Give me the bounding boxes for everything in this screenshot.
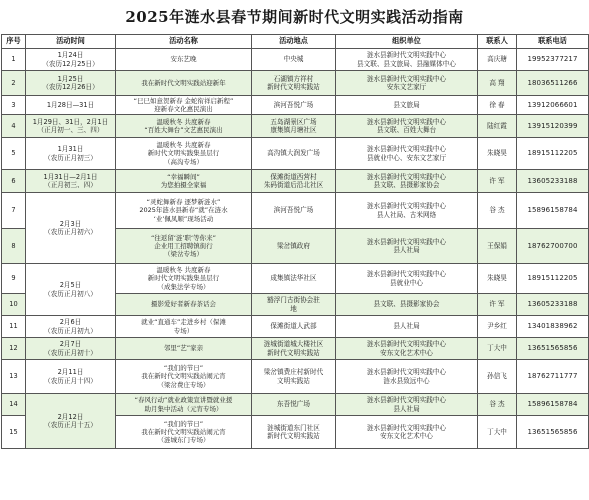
- activity-place: [252, 96, 336, 115]
- activity-name-line: 安东艺晚: [170, 55, 197, 64]
- activity-name-line: （梁岔费庄专场）: [157, 380, 210, 389]
- contact-phone: 13915120399: [517, 115, 589, 138]
- row-number: 8: [2, 229, 26, 264]
- activity-place: [252, 138, 336, 170]
- activity-time: [26, 316, 116, 338]
- activity-time-line: （农历正月初八）: [44, 289, 97, 298]
- activity-name: [116, 360, 252, 394]
- contact-phone: 18915112205: [517, 264, 589, 294]
- row-number: 14: [2, 394, 26, 416]
- activity-place-line: 地: [290, 304, 297, 313]
- activity-place-line: 新时代文明实践站: [267, 348, 320, 357]
- activity-name-line: （涟城东门专场）: [157, 436, 210, 445]
- activity-place: [252, 338, 336, 360]
- table-row: [2, 193, 589, 229]
- activity-time-line: 1月24日: [57, 51, 84, 60]
- activity-name-line: “百姓大舞台”文艺惠民演出: [144, 126, 223, 134]
- table-row: [2, 138, 589, 170]
- organizer-line: 涟水县新时代文明实践中心: [366, 202, 447, 211]
- header-contact: 联系人: [478, 35, 517, 49]
- activity-time: [26, 96, 116, 115]
- organizer-line: 涟水县致远中心: [383, 376, 430, 385]
- activity-name-line: 温暖秋冬 共度新春: [156, 266, 211, 275]
- organizer-line: 涟水县新时代文明实践中心: [366, 74, 447, 83]
- organizer-line: 县文联、县摄影家协会: [373, 300, 440, 309]
- header-phone: 联系电话: [517, 35, 589, 49]
- organizer-line: 安东文艺家厅: [386, 83, 427, 91]
- contact-phone: 13651565856: [517, 416, 589, 449]
- table-row: [2, 338, 589, 360]
- contact-phone: 18036511266: [517, 71, 589, 96]
- activity-place-line: 新时代文明实践站: [267, 432, 320, 440]
- activity-place: [252, 115, 336, 138]
- activity-place-line: 五岛湖景区广场: [270, 117, 317, 126]
- activity-place-line: 新时代文明实践站: [267, 83, 320, 91]
- activity-name-line: 就业“直通车”走进乡村（保滩: [141, 318, 226, 327]
- activity-name: [116, 71, 252, 96]
- contact-person: 许 军: [478, 294, 517, 316]
- activity-name: [116, 229, 252, 264]
- activity-time-line: 1月29日、31日，2月1日: [32, 117, 109, 126]
- table-row: [2, 115, 589, 138]
- activity-time-line: （正月初一、三、四）: [37, 126, 104, 134]
- organizer-line: 县就业中心、安东文艺家厅: [366, 153, 447, 162]
- organizer-line: 涟水县新时代文明实践中心: [366, 368, 447, 377]
- organizer-line: 涟水县新时代文明实践中心: [366, 396, 447, 405]
- activity-name-line: “往返留‘涟’职‘等你来”: [151, 233, 216, 242]
- activity-name-line: （高沟专场）: [164, 157, 203, 166]
- organizer: [336, 394, 478, 416]
- contact-phone: 18762700700: [517, 229, 589, 264]
- header-time: 活动时间: [26, 35, 116, 49]
- activity-place: [252, 416, 336, 449]
- table-row: [2, 71, 589, 96]
- contact-person: 孙信飞: [478, 360, 517, 394]
- organizer: [336, 338, 478, 360]
- organizer: [336, 360, 478, 394]
- activity-place-line: 涟城街道城大楼社区: [263, 340, 324, 349]
- activity-place-line: 滨河吾悦广场: [273, 206, 314, 215]
- activity-place: [252, 49, 336, 71]
- activity-place: [252, 394, 336, 416]
- organizer-line: 涟水县新时代文明实践中心: [366, 145, 447, 154]
- row-number: 15: [2, 416, 26, 449]
- activity-place: [252, 316, 336, 338]
- table-header-row: [2, 35, 589, 49]
- table-row: [2, 360, 589, 394]
- organizer: [336, 193, 478, 229]
- contact-phone: 15896158784: [517, 193, 589, 229]
- activity-name: [116, 96, 252, 115]
- activity-time: [26, 394, 116, 449]
- activity-name: [116, 264, 252, 294]
- activity-name: [116, 193, 252, 229]
- contact-person: 高 翔: [478, 71, 517, 96]
- organizer: [336, 71, 478, 96]
- contact-person: 许 军: [478, 170, 517, 193]
- organizer-line: 县文联、县摄影家协会: [373, 181, 440, 189]
- contact-phone: 18915112205: [517, 138, 589, 170]
- page-title: 2025年涟水县春节期间新时代文明实践活动指南: [125, 8, 464, 26]
- activity-time: [26, 264, 116, 316]
- activity-place-line: 成集镇法华社区: [270, 274, 317, 283]
- activity-name-line: “我们的节日”: [163, 364, 204, 373]
- header-place: 活动地点: [252, 35, 336, 49]
- header-no: 序号: [2, 35, 26, 49]
- activity-place: [252, 360, 336, 394]
- activity-name-line: 温暖秋冬 共度新春: [156, 117, 211, 126]
- activity-name-line: ‘业’佩凤顺”现场活动: [153, 214, 214, 223]
- activity-name-line: 助月集中活动（元宵专场）: [144, 404, 223, 413]
- activity-place-line: 保滩街道人武部: [270, 322, 317, 331]
- activity-name: [116, 416, 252, 449]
- activity-name: [116, 316, 252, 338]
- activity-time: [26, 71, 116, 96]
- activity-name-line: 我在新时代文明实践站闹元宵: [141, 372, 226, 381]
- row-number: 7: [2, 193, 26, 229]
- activity-time-line: 2月3日: [59, 219, 82, 228]
- contact-person: 朱晓昊: [478, 138, 517, 170]
- activity-time: [26, 115, 116, 138]
- contact-person: 丁大中: [478, 416, 517, 449]
- row-number: 3: [2, 96, 26, 115]
- contact-phone: 13651565856: [517, 338, 589, 360]
- row-number: 1: [2, 49, 26, 71]
- activity-place-line: 豁浮门古街协会驻: [267, 296, 320, 305]
- contact-person: 尹乡红: [478, 316, 517, 338]
- activity-name: [116, 394, 252, 416]
- activity-name-line: 我在新时代文明实践站迎新年: [141, 78, 226, 87]
- organizer-line: 涟水县新时代文明实践中心: [366, 340, 447, 349]
- activity-place: [252, 170, 336, 193]
- organizer-line: 涟水县新时代文明实践中心: [366, 423, 447, 432]
- organizer-line: 县人社局、古米网络: [376, 210, 437, 219]
- activity-place: [252, 294, 336, 316]
- organizer-line: 县文旅局: [393, 100, 420, 109]
- activity-time-line: （农历正月初三）: [44, 153, 97, 162]
- activity-name: [116, 138, 252, 170]
- activity-time: [26, 170, 116, 193]
- activity-place-line: 康集镇月塘社区: [270, 126, 317, 134]
- activity-name-line: 为您拍摄全家福: [160, 181, 207, 189]
- contact-phone: 13401838962: [517, 316, 589, 338]
- activity-place: [252, 229, 336, 264]
- row-number: 6: [2, 170, 26, 193]
- activity-place: [252, 193, 336, 229]
- contact-phone: 18762711777: [517, 360, 589, 394]
- organizer-line: 涟水县新时代文明实践中心: [366, 172, 447, 181]
- activity-place: [252, 71, 336, 96]
- activity-name-line: 企业用工招聘镇街行: [154, 241, 213, 250]
- contact-person: 徐 春: [478, 96, 517, 115]
- activity-time-line: 2月12日: [57, 412, 84, 421]
- table-row: [2, 49, 589, 71]
- organizer: [336, 170, 478, 193]
- organizer-line: 涟水县新时代文明实践中心: [366, 237, 447, 246]
- activity-name: [116, 170, 252, 193]
- table-row: [2, 264, 589, 294]
- activity-time-line: （农历正月初六）: [44, 228, 97, 236]
- organizer: [336, 229, 478, 264]
- header-org: 组织单位: [336, 35, 478, 49]
- contact-person: 谷 杰: [478, 193, 517, 229]
- organizer-line: 县人社局: [393, 404, 420, 413]
- contact-phone: 19952377217: [517, 49, 589, 71]
- organizer: [336, 115, 478, 138]
- organizer-line: 县人社局: [393, 246, 420, 254]
- organizer-line: 涟水县新时代文明实践中心: [366, 117, 447, 126]
- organizer: [336, 316, 478, 338]
- activity-place-line: 保滩街道西营村: [270, 172, 317, 181]
- organizer-line: 县人社局: [393, 322, 420, 331]
- activity-name-line: 迎新春文化惠民演出: [154, 105, 213, 113]
- activity-time-line: 1月31日—2月1日: [43, 172, 98, 181]
- activity-table: [1, 34, 589, 449]
- activity-time-line: （农历12月26日）: [42, 83, 99, 91]
- row-number: 5: [2, 138, 26, 170]
- contact-person: 谷 杰: [478, 394, 517, 416]
- table-row: [2, 394, 589, 416]
- organizer: [336, 416, 478, 449]
- activity-name-line: “幸福瞬间”: [167, 172, 200, 181]
- contact-person: 高庆瑭: [478, 49, 517, 71]
- activity-time: [26, 49, 116, 71]
- organizer-line: 涟水县新时代文明实践中心: [366, 270, 447, 279]
- activity-name: [116, 294, 252, 316]
- organizer-line: 涟水县新时代文明实践中心: [366, 51, 447, 60]
- row-number: 12: [2, 338, 26, 360]
- contact-person: 陆红霞: [478, 115, 517, 138]
- activity-time-line: （农历正月十四）: [44, 376, 97, 385]
- activity-time-line: （农历正月十五）: [44, 421, 97, 429]
- activity-name-line: 我在新时代文明实践站闹元宵: [141, 427, 226, 436]
- activity-place-line: 高沟镇大润发广场: [267, 149, 320, 158]
- row-number: 13: [2, 360, 26, 394]
- activity-name-line: 摄影爱好者新春茶话会: [151, 300, 216, 309]
- organizer-line: 县就业中心: [390, 278, 423, 287]
- row-number: 2: [2, 71, 26, 96]
- organizer: [336, 138, 478, 170]
- activity-name-line: “灵蛇舞新春 逐梦新涟水”: [146, 198, 221, 207]
- activity-name-line: 专场）: [173, 326, 194, 335]
- activity-place-line: 中央城: [283, 55, 304, 64]
- table-row: [2, 316, 589, 338]
- activity-name: [116, 338, 252, 360]
- row-number: 11: [2, 316, 26, 338]
- activity-time-line: （农历12月25日）: [42, 59, 99, 68]
- activity-time-line: （正月初三、四）: [44, 181, 97, 189]
- contact-person: 丁大中: [478, 338, 517, 360]
- header-name: 活动名称: [116, 35, 252, 49]
- activity-name-line: 新时代文明实践集虽层行: [147, 149, 220, 158]
- activity-name-line: （成集法学专场）: [157, 282, 210, 291]
- activity-name-line: 温暖秋冬 共度新春: [156, 141, 211, 150]
- activity-time: [26, 360, 116, 394]
- activity-time-line: 1月28日—31日: [46, 100, 95, 109]
- row-number: 10: [2, 294, 26, 316]
- contact-phone: 13912066601: [517, 96, 589, 115]
- activity-time-line: 1月25日: [57, 74, 84, 83]
- activity-place-line: 文明实践站: [277, 376, 310, 385]
- activity-time-line: （农历正月初十）: [44, 348, 97, 357]
- activity-time: [26, 338, 116, 360]
- table-row: [2, 96, 589, 115]
- activity-time-line: 2月5日: [59, 281, 82, 290]
- activity-time: [26, 138, 116, 170]
- activity-place-line: 滨河吾悦广场: [273, 100, 314, 109]
- organizer: [336, 264, 478, 294]
- activity-place-line: 涟城街道东门社区: [267, 423, 320, 432]
- activity-time: [26, 193, 116, 264]
- activity-name-line: “巳巳如意贺新春 金蛇衔祥启新程”: [133, 96, 234, 105]
- activity-name-line: “春风行动”就业政策宣讲暨就业援: [134, 396, 233, 405]
- row-number: 4: [2, 115, 26, 138]
- contact-phone: 13605233188: [517, 294, 589, 316]
- activity-place-line: 梁岔镇费庄村新时代: [263, 368, 324, 377]
- activity-name: [116, 49, 252, 71]
- organizer: [336, 49, 478, 71]
- activity-name-line: 2025年涟水县新春“就”在涟水: [139, 206, 228, 215]
- activity-place-line: 朱码街道后沿北社区: [263, 181, 324, 189]
- activity-place-line: 梁岔镇政府: [277, 241, 310, 250]
- activity-place: [252, 264, 336, 294]
- contact-person: 王保娟: [478, 229, 517, 264]
- table-row: [2, 170, 589, 193]
- activity-time-line: 2月7日: [59, 340, 82, 349]
- activity-time-line: （农历正月初九）: [44, 326, 97, 335]
- activity-name: [116, 115, 252, 138]
- activity-name-line: （梁岔专场）: [164, 250, 203, 259]
- activity-time-line: 1月31日: [57, 145, 84, 154]
- organizer-line: 县文联、百姓大舞台: [376, 126, 437, 134]
- activity-name-line: 邻里“艺”家亲: [163, 344, 204, 353]
- organizer: [336, 96, 478, 115]
- activity-time-line: 2月11日: [57, 368, 84, 377]
- activity-place-line: 石湖镇方祥村: [273, 74, 314, 83]
- organizer-line: 安东文化艺术中心: [380, 432, 433, 440]
- row-number: 9: [2, 264, 26, 294]
- organizer-line: 安东文化艺术中心: [380, 348, 433, 357]
- activity-name-line: “我们的节日”: [163, 419, 204, 428]
- contact-phone: 13605233188: [517, 170, 589, 193]
- organizer-line: 县文联、县文旅局、县融媒体中心: [357, 59, 456, 68]
- activity-time-line: 2月6日: [59, 318, 82, 327]
- organizer: [336, 294, 478, 316]
- contact-person: 朱晓昊: [478, 264, 517, 294]
- contact-phone: 15896158784: [517, 394, 589, 416]
- activity-place-line: 东吾悦广场: [277, 400, 310, 409]
- activity-name-line: 新时代文明实践集虽层行: [147, 274, 220, 283]
